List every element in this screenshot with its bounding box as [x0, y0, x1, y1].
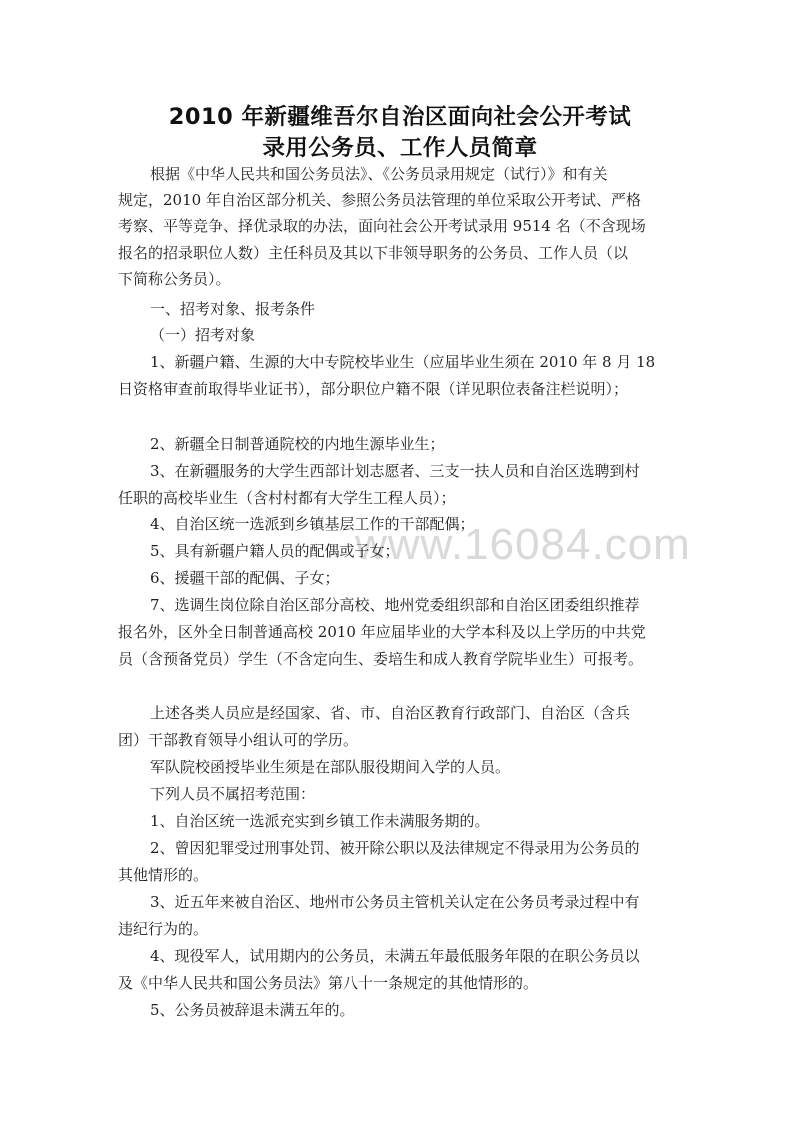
paragraph-line: 任职的高校毕业生（含村村都有大学生工程人员）；	[118, 489, 456, 507]
paragraph-line: 及《中华人民共和国公务员法》第八十一条规定的其他情形的。	[118, 974, 539, 992]
paragraph-line: 报名外，区外全日制普通高校 2010 年应届毕业的大学本科及以上学历的中共党	[118, 623, 646, 641]
paragraph-line: 下简称公务员）。	[118, 270, 231, 288]
paragraph-line: 2、曾因犯罪受过刑事处罚、被开除公职以及法律规定不得录用为公务员的	[150, 839, 640, 857]
paragraph-line: 军队院校函授毕业生须是在部队服役期间入学的人员。	[150, 758, 511, 776]
watermark: www.16084.com	[355, 520, 691, 569]
document-title-line-1: 2010 年新疆维吾尔自治区面向社会公开考试	[168, 104, 632, 130]
paragraph-line: 规定，2010 年自治区部分机关、参照公务员法管理的单位采取公开考试、严格	[118, 191, 641, 209]
paragraph-line: 1、新疆户籍、生源的大中专院校毕业生（应届毕业生须在 2010 年 8 月 18	[150, 353, 656, 371]
paragraph-line: 下列人员不属招考范围：	[150, 785, 316, 803]
paragraph-line: 报名的招录职位人数）主任科员及其以下非领导职务的公务员、工作人员（以	[118, 244, 629, 262]
paragraph-line: 根据《中华人民共和国公务员法》、《公务员录用规定（试行）》和有关	[150, 165, 608, 183]
paragraph-line: 员（含预备党员）学生（不含定向生、委培生和成人教育学院毕业生）可报考。	[118, 650, 644, 668]
subsection-heading: （一）招考对象	[150, 326, 256, 344]
paragraph-line: 1、自治区统一选派充实到乡镇工作未满服务期的。	[150, 812, 490, 830]
paragraph-line: 团）干部教育领导小组认可的学历。	[118, 731, 359, 749]
paragraph-line: 上述各类人员应是经国家、省、市、自治区教育行政部门、自治区（含兵	[150, 704, 631, 722]
paragraph-line: 3、近五年来被自治区、地州市公务员主管机关认定在公务员考录过程中有	[150, 893, 640, 911]
paragraph-line: 日资格审查前取得毕业证书），部分职位户籍不限（详见职位表备注栏说明）；	[118, 380, 629, 398]
paragraph-line: 5、公务员被辞退未满五年的。	[150, 1001, 355, 1019]
paragraph-line: 2、新疆全日制普通院校的内地生源毕业生；	[150, 435, 445, 453]
document-title-line-2: 录用公务员、工作人员简章	[262, 135, 538, 161]
paragraph-line: 3、在新疆服务的大学生西部计划志愿者、三支一扶人员和自治区选聘到村	[150, 462, 640, 480]
paragraph-line: 5、具有新疆户籍人员的配偶或子女；	[150, 542, 400, 560]
paragraph-line: 4、自治区统一选派到乡镇基层工作的干部配偶；	[150, 515, 475, 533]
paragraph-line: 4、现役军人，试用期内的公务员，未满五年最低服务年限的在职公务员以	[150, 947, 640, 965]
section-heading: 一、招考对象、报考条件	[150, 300, 316, 318]
paragraph-line: 6、援疆干部的配偶、子女；	[150, 569, 340, 587]
paragraph-line: 违纪行为的。	[118, 920, 209, 938]
paragraph-line: 考察、平等竞争、择优录取的办法，面向社会公开考试录用 9514 名（不含现场	[118, 217, 646, 235]
paragraph-line: 其他情形的。	[118, 866, 209, 884]
paragraph-line: 7、选调生岗位除自治区部分高校、地州党委组织部和自治区团委组织推荐	[150, 596, 640, 614]
